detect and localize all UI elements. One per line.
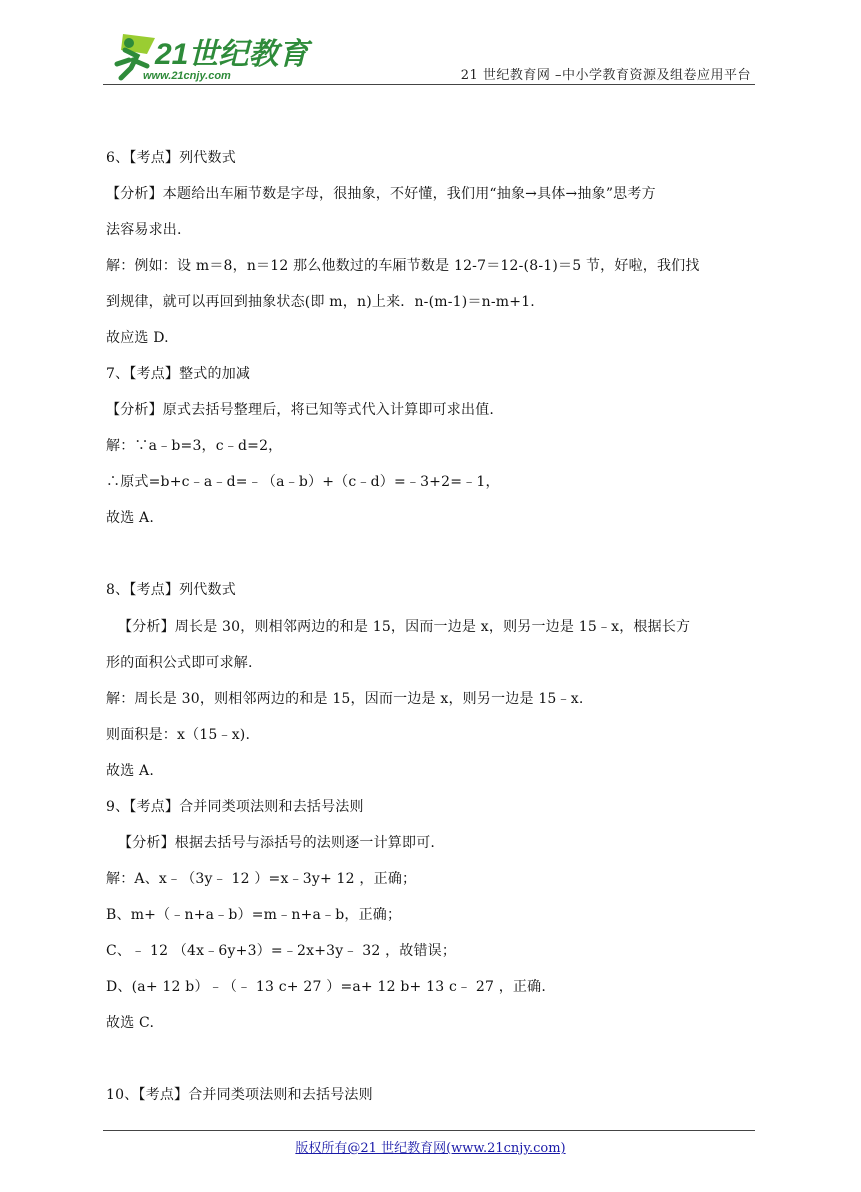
text-line: 【分析】根据去括号与添括号的法则逐一计算即可. [118, 835, 436, 851]
text-line: 【分析】本题给出车厢节数是字母，很抽象，不好懂，我们用“抽象→具体→抽象”思考方 [106, 186, 656, 202]
text-line: 故选 A. [106, 763, 155, 779]
text-line: 解：A、x﹣（3y﹣ 12 ）=x﹣3y+ 12 ，正确； [106, 871, 417, 887]
text-line: 解：周长是 30，则相邻两边的和是 15，因而一边是 x，则另一边是 15﹣x. [106, 691, 584, 707]
text-line: D、(a+ 12 b）﹣（﹣ 13 c+ 27 ）=a+ 12 b+ 13 c﹣ 27 ，正确. [106, 979, 546, 995]
text-line: ∴原式=b+c﹣a﹣d=﹣（a﹣b）+（c﹣d）=﹣3+2=﹣1， [106, 474, 500, 490]
footer-copyright-link[interactable]: 版权所有@21 世纪教育网(www.21cnjy.com) [295, 1141, 566, 1156]
page-header [0, 0, 861, 90]
logo-url: www.21cnjy.com [143, 70, 231, 82]
text-line: 故选 C. [106, 1015, 155, 1031]
text-line: 7、【考点】整式的加减 [106, 366, 251, 382]
text-line: C、﹣ 12 （4x﹣6y+3）=﹣2x+3y﹣ 32 ，故错误； [106, 943, 457, 959]
text-line: 6、【考点】列代数式 [106, 150, 236, 166]
text-line: 9、【考点】合并同类项法则和去括号法则 [106, 799, 364, 815]
text-line: 解：例如：设 m＝8，n＝12 那么他数过的车厢节数是 12-7＝12-(8-1)＝5 节，好啦，我们找 [106, 258, 700, 274]
text-line: 故应选 D. [106, 330, 169, 346]
text-line: 【分析】周长是 30，则相邻两边的和是 15，因而一边是 x，则另一边是 15﹣x，根据长方 [118, 619, 691, 635]
text-line: 故选 A. [106, 510, 155, 526]
text-line: 法容易求出. [106, 222, 182, 238]
logo-icon [103, 30, 309, 84]
header-divider [103, 84, 755, 85]
text-line: 则面积是：x（15﹣x). [106, 727, 251, 743]
text-line: B、m+（﹣n+a﹣b）=m﹣n+a﹣b，正确； [106, 907, 402, 923]
text-line: 到规律，就可以再回到抽象状态(即 m，n)上来．n-(m-1)＝n-m+1. [106, 294, 535, 310]
text-line: 解：∵a﹣b=3，c﹣d=2， [106, 438, 283, 454]
logo-text: 21世纪教育 [155, 38, 309, 71]
text-line: 10、【考点】合并同类项法则和去括号法则 [106, 1087, 373, 1103]
text-line: 8、【考点】列代数式 [106, 582, 236, 598]
site-info: 21 世纪教育网 –中小学教育资源及组卷应用平台 [460, 68, 751, 83]
text-line: 【分析】原式去括号整理后，将已知等式代入计算即可求出值. [106, 402, 495, 418]
text-line: 形的面积公式即可求解. [106, 655, 253, 671]
footer-divider [103, 1130, 755, 1131]
